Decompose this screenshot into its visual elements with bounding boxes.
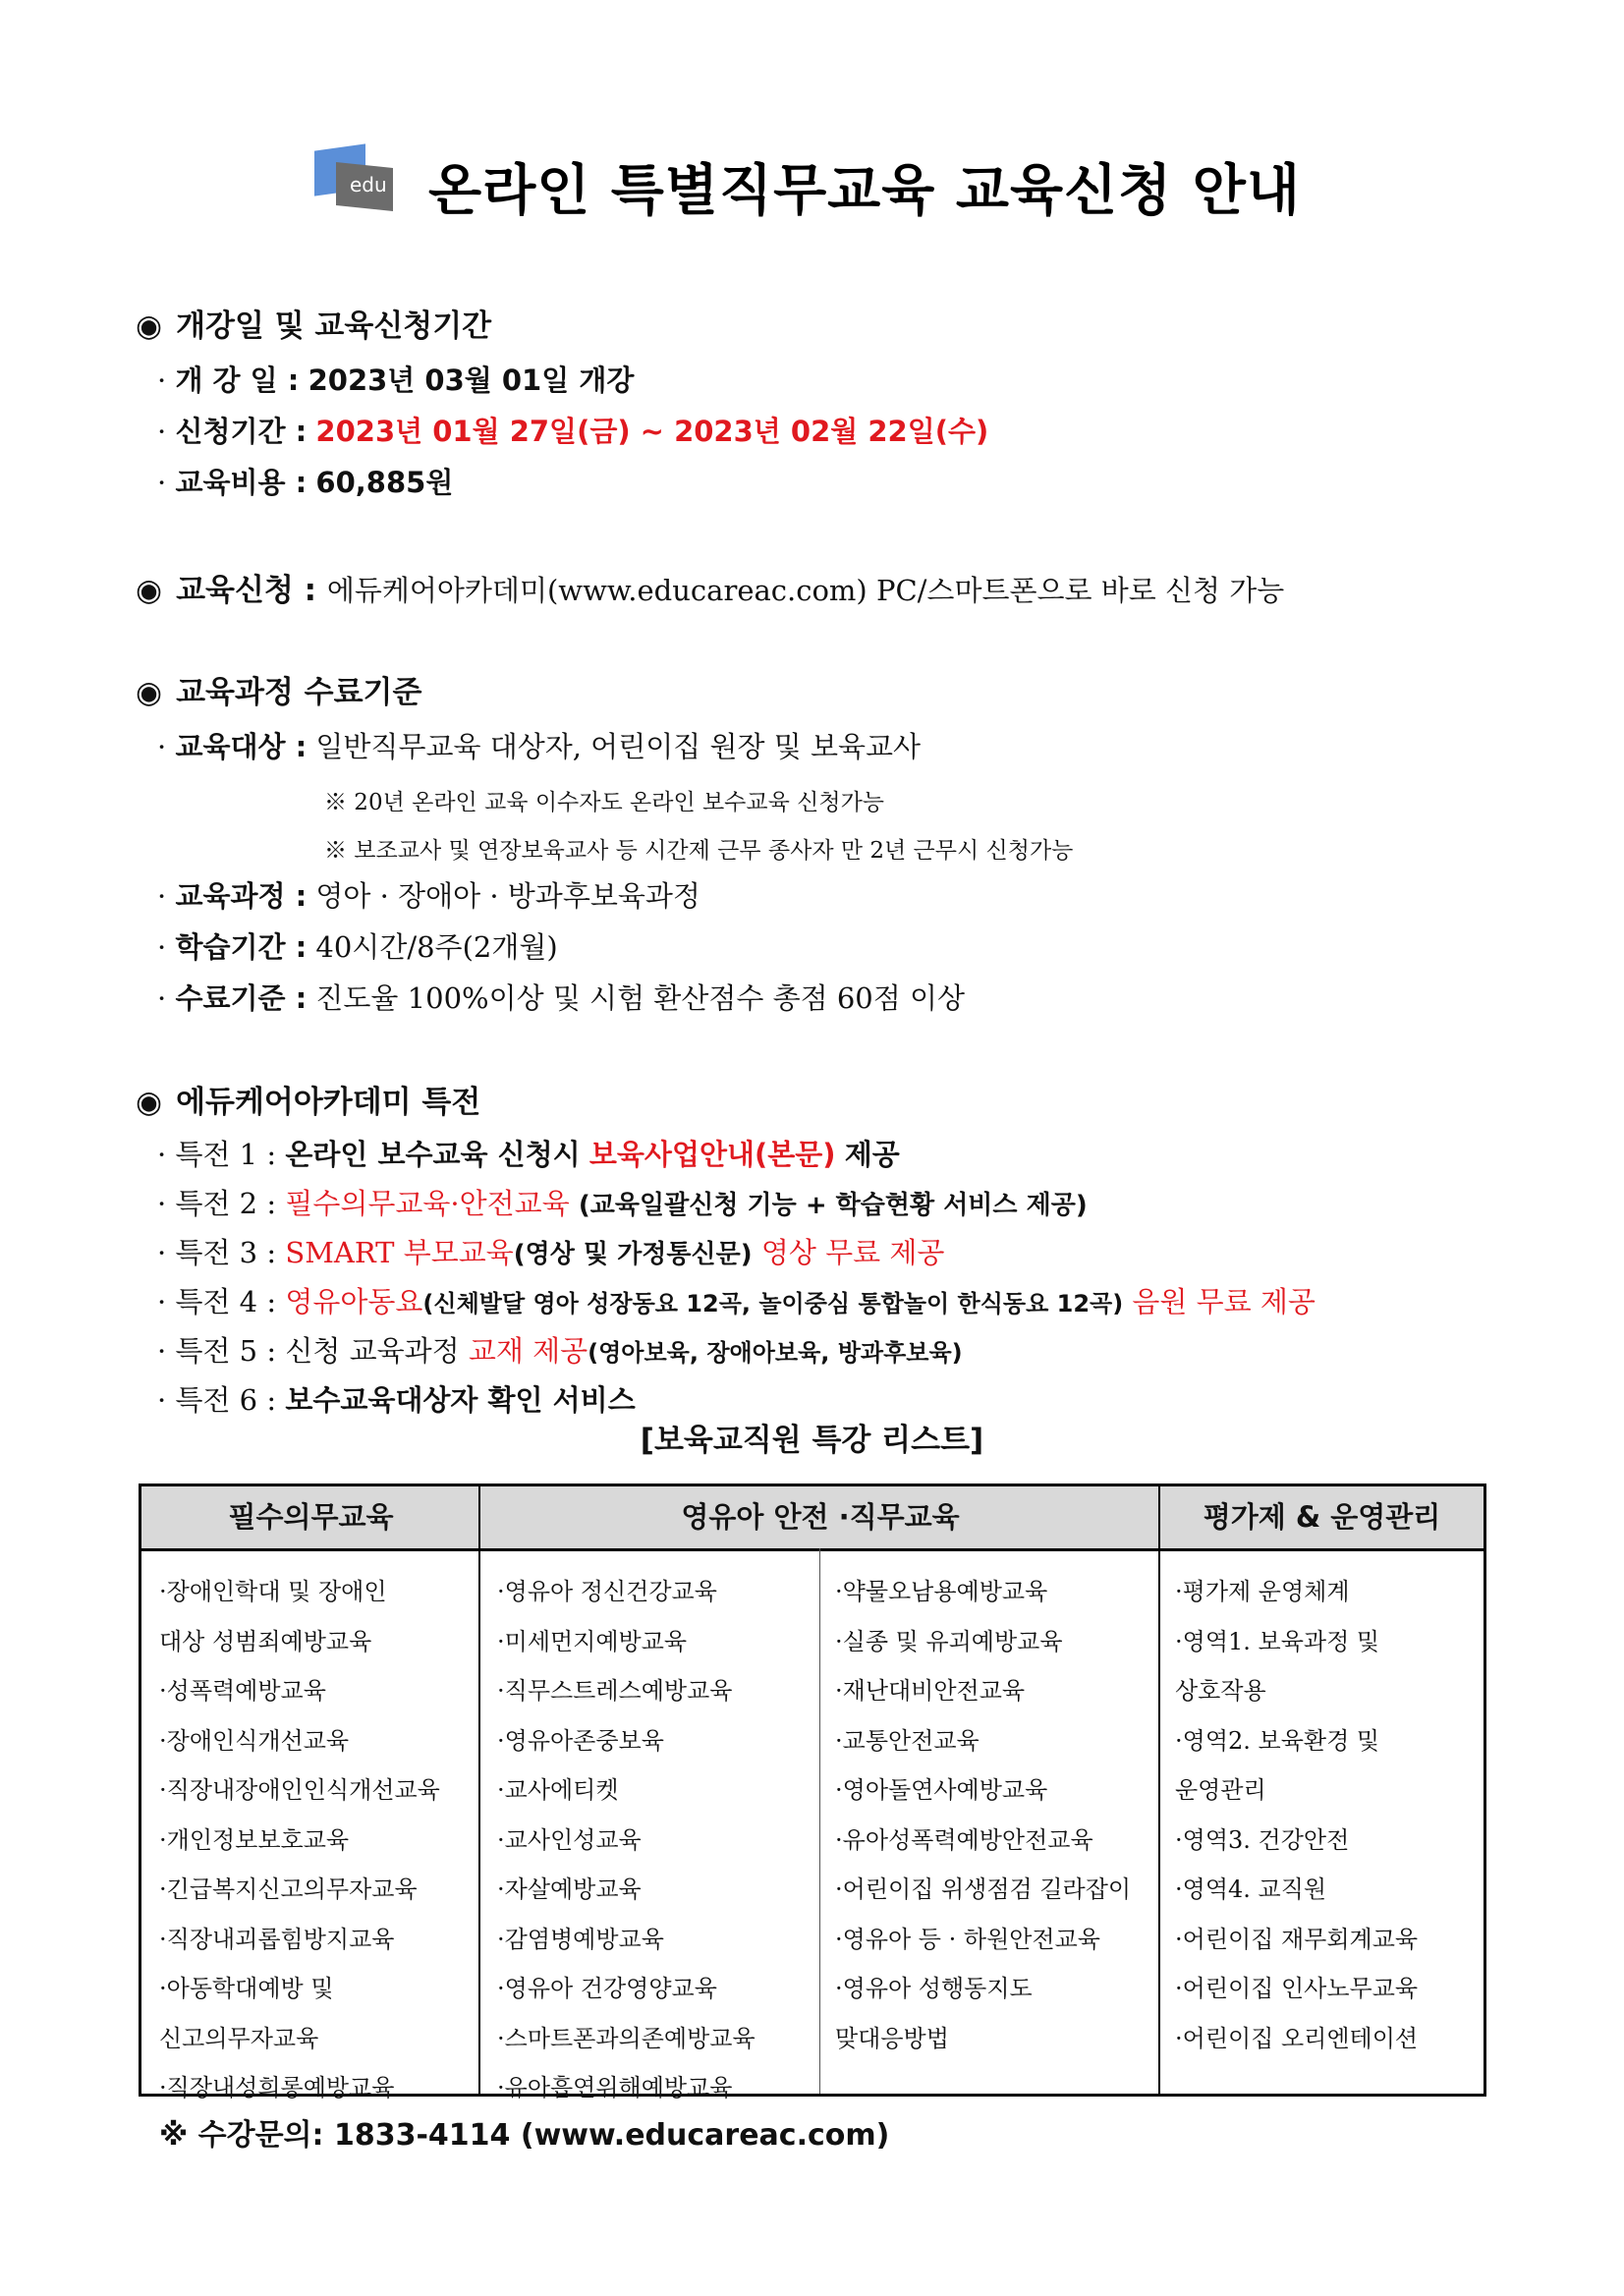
criteria-course: · 교육과정 : 영아 · 장애아 · 방과후보육과정 [157,879,700,913]
benefit-6: · 특전 6 : 보수교육대상자 확인 서비스 [157,1383,636,1417]
contact-footer: ※ 수강문의: 1833-4114 (www.educareac.com) [159,2118,890,2153]
list-item: ·미세먼지예방교육 [497,1627,688,1655]
table-header-row [141,1486,1484,1551]
section-apply: ◉ 교육신청 : 에듀케어아카데미(www.educareac.com) PC/스마트폰으로 바로 신청 가능 [136,573,1285,608]
table-header-mandatory: 필수의무교육 [228,1500,394,1534]
list-item: ·영역4. 교직원 [1175,1876,1327,1903]
benefit-4: · 특전 4 : 영유아동요(신체발달 영아 성장동요 12곡, 놀이중심 통합놀이 한식동요 12곡) 음원 무료 제공 [157,1285,1316,1318]
list-item: ·재난대비안전교육 [835,1677,1026,1705]
list-item: ·영역2. 보육환경 및 [1175,1726,1380,1755]
schedule-apply-period: · 신청기간 : 2023년 01월 27일(금) ~ 2023년 02월 22일(수) [157,415,989,448]
list-item: ·어린이집 위생점검 길라잡이 [835,1876,1132,1903]
table-col-safety-2 [835,1567,1131,2063]
apply-text: 에듀케어아카데미(www.educareac.com) PC/스마트폰으로 바로 신청 가능 [326,574,1285,607]
table-title: [보육교직원 특강 리스트] [640,1423,984,1458]
criteria-period: · 학습기간 : 40시간/8주(2개월) [157,930,558,964]
list-item: ·영유아 성행동지도 [835,1975,1033,2002]
criteria-note-1: ※ 20년 온라인 교육 이수자도 온라인 보수교육 신청가능 [324,790,885,815]
table-col-evaluation [1175,1567,1418,2063]
list-item: 맞대응방법 [835,2024,949,2052]
list-item: ·직장내괴롭힘방지교육 [159,1925,395,1953]
benefit-2: · 특전 2 : 필수의무교육·안전교육 (교육일괄신청 기능 + 학습현황 서비스 제공) [157,1187,1088,1220]
list-item: ·직무스트레스예방교육 [497,1677,733,1705]
table-col-safety-1 [497,1567,756,2113]
section-bullet-icon: ◉ [136,675,163,710]
list-item: ·영아돌연사예방교육 [835,1776,1048,1804]
list-item: ·영유아 정신건강교육 [497,1578,717,1605]
benefit-5: · 특전 5 : 신청 교육과정 교재 제공(영아보육, 장애아보육, 방과후보육) [157,1334,963,1368]
section-bullet-icon: ◉ [136,1085,163,1120]
list-item: ·감염병예방교육 [497,1925,664,1953]
list-item: ·성폭력예방교육 [159,1677,326,1705]
section-bullet-icon: ◉ [136,308,163,344]
criteria-completion: · 수료기준 : 진도율 100%이상 및 시험 환산점수 총점 60점 이상 [157,981,965,1015]
list-item: 운영관리 [1175,1776,1266,1804]
section-schedule-heading: ◉ 개강일 및 교육신청기간 [136,308,492,344]
list-item: ·영역3. 건강안전 [1175,1825,1350,1854]
schedule-fee: · 교육비용 : 60,885원 [157,466,454,499]
list-item: ·직장내장애인인식개선교육 [159,1776,440,1804]
list-item: ·유아성폭력예방안전교육 [835,1825,1093,1854]
list-item: ·영유아 등 · 하원안전교육 [835,1925,1100,1953]
list-item: ·장애인학대 및 장애인 [159,1578,387,1605]
list-item: ·어린이집 재무회계교육 [1175,1925,1419,1953]
benefit-1: · 특전 1 : 온라인 보수교육 신청시 보육사업안내(본문) 제공 [157,1138,900,1171]
page-header [314,138,1301,236]
table-col-mandatory [159,1567,440,2113]
list-item: ·실종 및 유괴예방교육 [835,1627,1063,1655]
list-item: ·교사인성교육 [497,1825,642,1854]
list-item: ·긴급복지신고의무자교육 [159,1876,418,1903]
section-bullet-icon: ◉ [136,573,163,608]
list-item: ·영유아 건강영양교육 [497,1975,717,2002]
page-title: 온라인 특별직무교육 교육신청 안내 [428,159,1301,223]
schedule-open-date: · 개 강 일 : 2023년 03월 01일 개강 [157,364,635,397]
list-item: ·개인정보보호교육 [159,1825,350,1854]
list-item: ·아동학대예방 및 [159,1975,334,2002]
criteria-note-2: ※ 보조교사 및 연장보육교사 등 시간제 근무 종사자 만 2년 근무시 신청가능 [324,838,1074,864]
list-item: ·교통안전교육 [835,1726,980,1755]
list-item: ·직장내성희롱예방교육 [159,2074,395,2101]
benefit-3: · 특전 3 : SMART 부모교육(영상 및 가정통신문) 영상 무료 제공 [157,1236,945,1269]
table-header-evaluation: 평가제 & 운영관리 [1203,1500,1441,1534]
list-item: ·스마트폰과의존예방교육 [497,2024,756,2052]
list-item: ·약물오남용예방교육 [835,1578,1048,1605]
table-header-safety: 영유아 안전 ·직무교육 [681,1500,960,1534]
list-item: ·자살예방교육 [497,1876,642,1903]
list-item: ·영역1. 보육과정 및 [1175,1627,1380,1655]
edu-logo: edu [314,143,395,230]
criteria-target: · 교육대상 : 일반직무교육 대상자, 어린이집 원장 및 보육교사 [157,730,921,763]
list-item: ·어린이집 인사노무교육 [1175,1975,1419,2002]
list-item: ·교사에티켓 [497,1776,619,1804]
list-item: ·평가제 운영체계 [1175,1578,1350,1605]
section-criteria-heading: ◉ 교육과정 수료기준 [136,675,422,710]
list-item: ·어린이집 오리엔테이션 [1175,2024,1419,2052]
list-item: ·장애인식개선교육 [159,1726,350,1755]
list-item: 신고의무자교육 [159,2024,319,2052]
list-item: 대상 성범죄예방교육 [159,1627,372,1655]
section-benefits-heading: ◉ 에듀케어아카데미 특전 [136,1085,481,1120]
list-item: ·유아흡연위해예방교육 [497,2074,733,2101]
lecture-table [139,1484,1486,2101]
list-item: 상호작용 [1175,1677,1266,1705]
list-item: ·영유아존중보육 [497,1726,664,1755]
